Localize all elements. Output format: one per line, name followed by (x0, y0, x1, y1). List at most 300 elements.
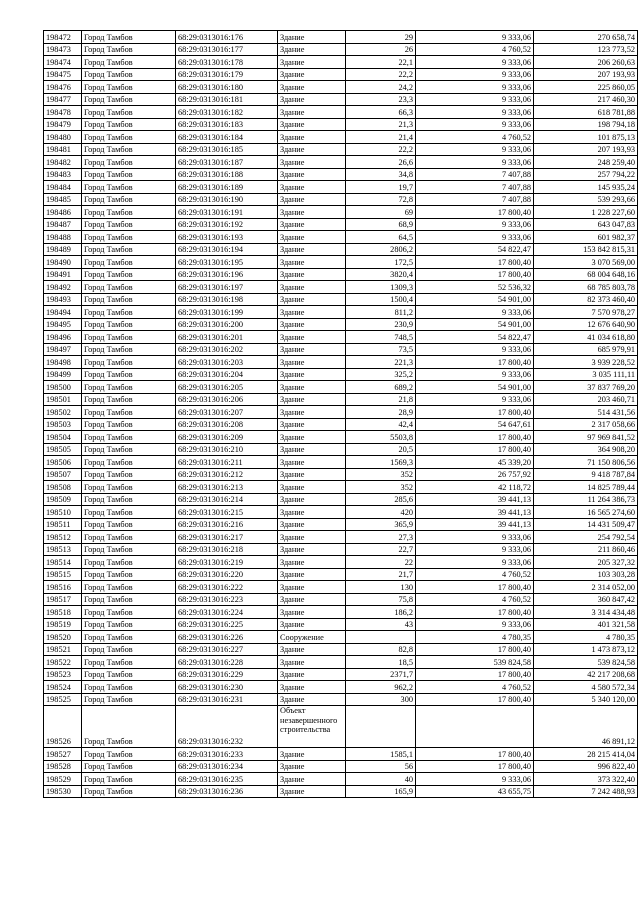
cadastral-number-cell: 68:29:0313016:219 (176, 556, 278, 569)
cadastral-number-cell: 68:29:0313016:199 (176, 306, 278, 319)
row-number-cell: 198475 (44, 68, 82, 81)
row-number-cell: 198481 (44, 143, 82, 156)
cadastral-number-cell: 68:29:0313016:211 (176, 456, 278, 469)
object-type-cell: Здание (278, 81, 346, 94)
cadastral-value-cell: 123 773,52 (534, 43, 638, 56)
cadastral-number-cell: 68:29:0313016:179 (176, 68, 278, 81)
area-cell: 73,5 (346, 343, 416, 356)
row-number-cell: 198495 (44, 318, 82, 331)
area-cell: 1585,1 (346, 748, 416, 761)
table-row (44, 143, 638, 156)
table-row (44, 106, 638, 119)
cadastral-value-cell: 4 780,35 (534, 631, 638, 644)
table-row (44, 68, 638, 81)
table-row (44, 785, 638, 798)
specific-value-cell: 17 800,40 (416, 606, 534, 619)
specific-value-cell (416, 706, 534, 748)
table-row (44, 93, 638, 106)
specific-value-cell: 9 333,06 (416, 393, 534, 406)
row-number-cell: 198504 (44, 431, 82, 444)
table-row (44, 418, 638, 431)
cadastral-number-cell: 68:29:0313016:184 (176, 131, 278, 144)
cadastral-value-cell: 12 676 640,90 (534, 318, 638, 331)
area-cell: 748,5 (346, 331, 416, 344)
object-type-cell: Здание (278, 543, 346, 556)
specific-value-cell: 17 800,40 (416, 760, 534, 773)
specific-value-cell: 7 407,88 (416, 193, 534, 206)
row-number-cell: 198492 (44, 281, 82, 294)
object-type-cell: Здание (278, 256, 346, 269)
object-type-cell: Здание (278, 493, 346, 506)
cadastral-value-cell: 153 842 815,31 (534, 243, 638, 256)
table-row (44, 268, 638, 281)
area-cell: 42,4 (346, 418, 416, 431)
table-row (44, 456, 638, 469)
cadastral-number-cell: 68:29:0313016:187 (176, 156, 278, 169)
table-row (44, 243, 638, 256)
table-row (44, 760, 638, 773)
specific-value-cell: 17 800,40 (416, 206, 534, 219)
specific-value-cell: 9 333,06 (416, 143, 534, 156)
object-type-cell: Здание (278, 406, 346, 419)
row-number-cell: 198508 (44, 481, 82, 494)
specific-value-cell: 9 333,06 (416, 231, 534, 244)
row-number-cell: 198521 (44, 643, 82, 656)
row-number-cell: 198511 (44, 518, 82, 531)
table-row (44, 318, 638, 331)
city-cell: Город Тамбов (82, 118, 176, 131)
row-number-cell: 198484 (44, 181, 82, 194)
table-row (44, 293, 638, 306)
area-cell: 689,2 (346, 381, 416, 394)
area-cell: 1309,3 (346, 281, 416, 294)
object-type-cell: Здание (278, 668, 346, 681)
area-cell: 165,9 (346, 785, 416, 798)
cadastral-number-cell: 68:29:0313016:202 (176, 343, 278, 356)
city-cell: Город Тамбов (82, 631, 176, 644)
city-cell: Город Тамбов (82, 443, 176, 456)
city-cell: Город Тамбов (82, 106, 176, 119)
specific-value-cell: 17 800,40 (416, 643, 534, 656)
object-type-cell: Здание (278, 143, 346, 156)
row-number-cell: 198483 (44, 168, 82, 181)
table-row (44, 306, 638, 319)
cadastral-number-cell: 68:29:0313016:196 (176, 268, 278, 281)
cadastral-number-cell: 68:29:0313016:220 (176, 568, 278, 581)
area-cell: 18,5 (346, 656, 416, 669)
specific-value-cell: 9 333,06 (416, 531, 534, 544)
table-row (44, 493, 638, 506)
city-cell: Город Тамбов (82, 131, 176, 144)
cadastral-value-cell: 207 193,93 (534, 68, 638, 81)
row-number-cell: 198524 (44, 681, 82, 694)
area-cell: 22 (346, 556, 416, 569)
object-type-cell: Здание (278, 31, 346, 44)
cadastral-value-cell: 7 242 488,93 (534, 785, 638, 798)
row-number-cell: 198502 (44, 406, 82, 419)
row-number-cell: 198522 (44, 656, 82, 669)
table-row (44, 618, 638, 631)
cadastral-value-cell: 97 969 841,52 (534, 431, 638, 444)
row-number-cell: 198516 (44, 581, 82, 594)
row-number-cell: 198482 (44, 156, 82, 169)
row-number-cell: 198515 (44, 568, 82, 581)
table-row (44, 681, 638, 694)
object-type-cell: Здание (278, 606, 346, 619)
object-type-cell: Здание (278, 243, 346, 256)
specific-value-cell: 17 800,40 (416, 581, 534, 594)
city-cell: Город Тамбов (82, 393, 176, 406)
cadastral-number-cell: 68:29:0313016:223 (176, 593, 278, 606)
table-row (44, 356, 638, 369)
cadastral-number-cell: 68:29:0313016:231 (176, 693, 278, 706)
area-cell: 66,3 (346, 106, 416, 119)
area-cell: 82,8 (346, 643, 416, 656)
row-number-cell: 198509 (44, 493, 82, 506)
area-cell: 1500,4 (346, 293, 416, 306)
city-cell: Город Тамбов (82, 543, 176, 556)
cadastral-value-cell: 14 825 789,44 (534, 481, 638, 494)
cadastral-value-cell: 364 908,20 (534, 443, 638, 456)
specific-value-cell: 54 647,61 (416, 418, 534, 431)
object-type-cell: Здание (278, 368, 346, 381)
object-type-cell: Здание (278, 381, 346, 394)
row-number-cell: 198500 (44, 381, 82, 394)
area-cell: 221,3 (346, 356, 416, 369)
city-cell: Город Тамбов (82, 281, 176, 294)
table-row (44, 131, 638, 144)
city-cell: Город Тамбов (82, 593, 176, 606)
area-cell: 325,2 (346, 368, 416, 381)
row-number-cell: 198499 (44, 368, 82, 381)
city-cell: Город Тамбов (82, 368, 176, 381)
area-cell: 28,9 (346, 406, 416, 419)
row-number-cell: 198519 (44, 618, 82, 631)
table-row (44, 406, 638, 419)
object-type-cell: Объект незавершенного строительства (278, 706, 346, 748)
city-cell: Город Тамбов (82, 606, 176, 619)
cadastral-number-cell: 68:29:0313016:234 (176, 760, 278, 773)
row-number-cell: 198496 (44, 331, 82, 344)
row-number-cell: 198474 (44, 56, 82, 69)
object-type-cell: Здание (278, 231, 346, 244)
area-cell: 172,5 (346, 256, 416, 269)
area-cell: 72,8 (346, 193, 416, 206)
specific-value-cell: 17 800,40 (416, 431, 534, 444)
object-type-cell: Здание (278, 643, 346, 656)
cadastral-value-cell: 101 875,13 (534, 131, 638, 144)
cadastral-value-cell: 68 004 648,16 (534, 268, 638, 281)
cadastral-number-cell: 68:29:0313016:194 (176, 243, 278, 256)
row-number-cell: 198513 (44, 543, 82, 556)
cadastral-number-cell: 68:29:0313016:177 (176, 43, 278, 56)
city-cell: Город Тамбов (82, 256, 176, 269)
cadastral-value-table (43, 30, 638, 798)
area-cell: 1569,3 (346, 456, 416, 469)
cadastral-number-cell: 68:29:0313016:217 (176, 531, 278, 544)
specific-value-cell: 54 822,47 (416, 331, 534, 344)
cadastral-value-cell: 643 047,83 (534, 218, 638, 231)
specific-value-cell: 4 780,35 (416, 631, 534, 644)
object-type-cell: Здание (278, 468, 346, 481)
city-cell: Город Тамбов (82, 231, 176, 244)
row-number-cell: 198525 (44, 693, 82, 706)
area-cell: 230,9 (346, 318, 416, 331)
specific-value-cell: 9 333,06 (416, 106, 534, 119)
cadastral-number-cell: 68:29:0313016:190 (176, 193, 278, 206)
object-type-cell: Здание (278, 681, 346, 694)
cadastral-value-cell: 373 322,40 (534, 773, 638, 786)
area-cell: 352 (346, 481, 416, 494)
cadastral-number-cell: 68:29:0313016:226 (176, 631, 278, 644)
city-cell: Город Тамбов (82, 56, 176, 69)
city-cell: Город Тамбов (82, 681, 176, 694)
cadastral-number-cell: 68:29:0313016:229 (176, 668, 278, 681)
specific-value-cell: 4 760,52 (416, 568, 534, 581)
area-cell: 21,7 (346, 568, 416, 581)
table-row (44, 556, 638, 569)
object-type-cell: Здание (278, 168, 346, 181)
table-row (44, 56, 638, 69)
object-type-cell: Здание (278, 518, 346, 531)
area-cell: 68,9 (346, 218, 416, 231)
cadastral-value-cell: 257 794,22 (534, 168, 638, 181)
cadastral-value-cell: 254 792,54 (534, 531, 638, 544)
cadastral-number-cell: 68:29:0313016:232 (176, 706, 278, 748)
table-row (44, 531, 638, 544)
area-cell: 962,2 (346, 681, 416, 694)
object-type-cell: Здание (278, 531, 346, 544)
table-row (44, 193, 638, 206)
area-cell: 811,2 (346, 306, 416, 319)
table-row (44, 606, 638, 619)
cadastral-value-cell: 217 460,30 (534, 93, 638, 106)
city-cell: Город Тамбов (82, 481, 176, 494)
row-number-cell: 198487 (44, 218, 82, 231)
cadastral-value-cell: 82 373 460,40 (534, 293, 638, 306)
table-row (44, 156, 638, 169)
area-cell: 27,3 (346, 531, 416, 544)
cadastral-value-cell: 211 860,46 (534, 543, 638, 556)
cadastral-value-cell: 3 070 569,00 (534, 256, 638, 269)
row-number-cell: 198501 (44, 393, 82, 406)
city-cell: Город Тамбов (82, 243, 176, 256)
object-type-cell: Здание (278, 656, 346, 669)
table-row (44, 393, 638, 406)
object-type-cell: Здание (278, 760, 346, 773)
object-type-cell: Здание (278, 748, 346, 761)
cadastral-value-cell: 207 193,93 (534, 143, 638, 156)
cadastral-value-cell: 539 293,66 (534, 193, 638, 206)
cadastral-number-cell: 68:29:0313016:233 (176, 748, 278, 761)
area-cell: 22,2 (346, 68, 416, 81)
cadastral-value-cell: 225 860,05 (534, 81, 638, 94)
table-row (44, 368, 638, 381)
object-type-cell: Здание (278, 568, 346, 581)
area-cell: 365,9 (346, 518, 416, 531)
specific-value-cell: 45 339,20 (416, 456, 534, 469)
area-cell: 352 (346, 468, 416, 481)
table-row (44, 631, 638, 644)
table-row (44, 118, 638, 131)
specific-value-cell: 54 901,00 (416, 293, 534, 306)
specific-value-cell: 7 407,88 (416, 181, 534, 194)
cadastral-number-cell: 68:29:0313016:189 (176, 181, 278, 194)
city-cell: Город Тамбов (82, 156, 176, 169)
specific-value-cell: 9 333,06 (416, 93, 534, 106)
row-number-cell: 198514 (44, 556, 82, 569)
table-row (44, 693, 638, 706)
object-type-cell: Здание (278, 218, 346, 231)
city-cell: Город Тамбов (82, 643, 176, 656)
area-cell: 285,6 (346, 493, 416, 506)
area-cell: 75,8 (346, 593, 416, 606)
area-cell: 19,7 (346, 181, 416, 194)
object-type-cell: Здание (278, 318, 346, 331)
object-type-cell: Здание (278, 456, 346, 469)
object-type-cell: Здание (278, 331, 346, 344)
specific-value-cell: 9 333,06 (416, 543, 534, 556)
cadastral-value-cell: 68 785 803,78 (534, 281, 638, 294)
cadastral-value-cell: 41 034 618,80 (534, 331, 638, 344)
city-cell: Город Тамбов (82, 143, 176, 156)
city-cell: Город Тамбов (82, 68, 176, 81)
row-number-cell: 198476 (44, 81, 82, 94)
cadastral-number-cell: 68:29:0313016:180 (176, 81, 278, 94)
table-row (44, 668, 638, 681)
specific-value-cell: 4 760,52 (416, 593, 534, 606)
area-cell: 26,6 (346, 156, 416, 169)
cadastral-value-cell: 3 939 228,52 (534, 356, 638, 369)
table-body (44, 31, 638, 798)
cadastral-number-cell: 68:29:0313016:235 (176, 773, 278, 786)
cadastral-value-cell: 401 321,58 (534, 618, 638, 631)
cadastral-number-cell: 68:29:0313016:205 (176, 381, 278, 394)
specific-value-cell: 539 824,58 (416, 656, 534, 669)
table-row (44, 381, 638, 394)
row-number-cell: 198523 (44, 668, 82, 681)
city-cell: Город Тамбов (82, 206, 176, 219)
cadastral-value-cell: 685 979,91 (534, 343, 638, 356)
cadastral-value-cell: 206 260,63 (534, 56, 638, 69)
specific-value-cell: 17 800,40 (416, 748, 534, 761)
city-cell: Город Тамбов (82, 306, 176, 319)
table-row (44, 206, 638, 219)
cadastral-number-cell: 68:29:0313016:206 (176, 393, 278, 406)
cadastral-value-cell: 4 580 572,34 (534, 681, 638, 694)
city-cell: Город Тамбов (82, 748, 176, 761)
cadastral-number-cell: 68:29:0313016:215 (176, 506, 278, 519)
table-row (44, 218, 638, 231)
row-number-cell: 198527 (44, 748, 82, 761)
cadastral-value-cell: 198 794,18 (534, 118, 638, 131)
city-cell: Город Тамбов (82, 518, 176, 531)
cadastral-value-cell: 1 228 227,60 (534, 206, 638, 219)
specific-value-cell: 9 333,06 (416, 343, 534, 356)
cadastral-number-cell: 68:29:0313016:208 (176, 418, 278, 431)
area-cell: 2371,7 (346, 668, 416, 681)
cadastral-value-cell: 14 431 509,47 (534, 518, 638, 531)
object-type-cell: Здание (278, 356, 346, 369)
specific-value-cell: 54 822,47 (416, 243, 534, 256)
cadastral-number-cell: 68:29:0313016:201 (176, 331, 278, 344)
object-type-cell: Здание (278, 343, 346, 356)
cadastral-value-cell: 514 431,56 (534, 406, 638, 419)
city-cell: Город Тамбов (82, 506, 176, 519)
table-row (44, 506, 638, 519)
specific-value-cell: 9 333,06 (416, 156, 534, 169)
cadastral-number-cell: 68:29:0313016:227 (176, 643, 278, 656)
object-type-cell: Здание (278, 481, 346, 494)
cadastral-value-cell: 71 150 806,56 (534, 456, 638, 469)
city-cell: Город Тамбов (82, 381, 176, 394)
area-cell: 43 (346, 618, 416, 631)
area-cell: 26 (346, 43, 416, 56)
specific-value-cell: 17 800,40 (416, 356, 534, 369)
specific-value-cell: 9 333,06 (416, 56, 534, 69)
cadastral-number-cell: 68:29:0313016:195 (176, 256, 278, 269)
specific-value-cell: 39 441,13 (416, 518, 534, 531)
cadastral-number-cell: 68:29:0313016:210 (176, 443, 278, 456)
object-type-cell: Здание (278, 618, 346, 631)
object-type-cell: Здание (278, 306, 346, 319)
row-number-cell: 198491 (44, 268, 82, 281)
area-cell: 56 (346, 760, 416, 773)
table-row (44, 343, 638, 356)
city-cell: Город Тамбов (82, 785, 176, 798)
object-type-cell: Здание (278, 118, 346, 131)
area-cell: 64,5 (346, 231, 416, 244)
object-type-cell: Здание (278, 443, 346, 456)
cadastral-value-cell: 42 217 208,68 (534, 668, 638, 681)
row-number-cell: 198478 (44, 106, 82, 119)
cadastral-value-cell: 3 314 434,48 (534, 606, 638, 619)
cadastral-value-cell: 539 824,58 (534, 656, 638, 669)
row-number-cell: 198480 (44, 131, 82, 144)
area-cell: 300 (346, 693, 416, 706)
city-cell: Город Тамбов (82, 556, 176, 569)
cadastral-number-cell: 68:29:0313016:212 (176, 468, 278, 481)
specific-value-cell: 4 760,52 (416, 43, 534, 56)
specific-value-cell: 17 800,40 (416, 268, 534, 281)
city-cell: Город Тамбов (82, 168, 176, 181)
city-cell: Город Тамбов (82, 568, 176, 581)
cadastral-number-cell: 68:29:0313016:209 (176, 431, 278, 444)
cadastral-number-cell: 68:29:0313016:200 (176, 318, 278, 331)
table-row (44, 706, 638, 748)
row-number-cell: 198485 (44, 193, 82, 206)
city-cell: Город Тамбов (82, 293, 176, 306)
object-type-cell: Здание (278, 418, 346, 431)
row-number-cell: 198512 (44, 531, 82, 544)
object-type-cell: Здание (278, 68, 346, 81)
cadastral-value-cell: 203 460,71 (534, 393, 638, 406)
cadastral-number-cell: 68:29:0313016:181 (176, 93, 278, 106)
cadastral-value-cell: 270 658,74 (534, 31, 638, 44)
object-type-cell: Сооружение (278, 631, 346, 644)
row-number-cell: 198493 (44, 293, 82, 306)
row-number-cell: 198530 (44, 785, 82, 798)
city-cell: Город Тамбов (82, 268, 176, 281)
table-row (44, 643, 638, 656)
city-cell: Город Тамбов (82, 618, 176, 631)
row-number-cell: 198528 (44, 760, 82, 773)
object-type-cell: Здание (278, 506, 346, 519)
specific-value-cell: 7 407,88 (416, 168, 534, 181)
table-row (44, 656, 638, 669)
cadastral-number-cell: 68:29:0313016:178 (176, 56, 278, 69)
city-cell: Город Тамбов (82, 760, 176, 773)
